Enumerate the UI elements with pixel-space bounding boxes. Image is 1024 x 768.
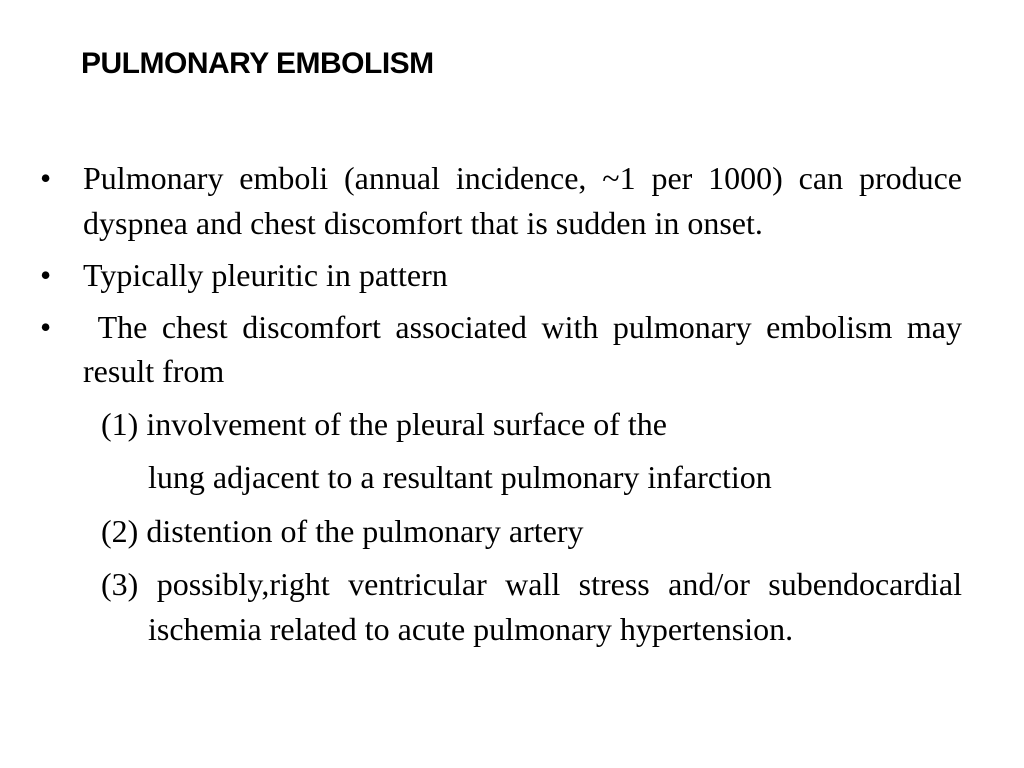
sub-item-1 xyxy=(40,402,962,500)
bullet-text: Pulmonary emboli (annual incidence, ~1 per 1000) can produce dyspnea and chest discomfort that is sudden in onset. xyxy=(83,160,962,241)
bullet-text: Typically pleuritic in pattern xyxy=(83,257,448,293)
slide-body xyxy=(40,156,971,651)
sub-item-1-line2: lung adjacent to a resultant pulmonary infarction xyxy=(148,459,772,495)
bullet-text: The chest discomfort associated with pulmonary embolism may result from xyxy=(83,308,971,389)
bullet-icon: • xyxy=(40,257,52,293)
sub-item-1-line1: (1) involvement of the pleural surface of the xyxy=(101,405,667,442)
sub-item-2-text: (2) distention of the pulmonary artery xyxy=(101,512,584,549)
bullet-icon: • xyxy=(40,308,52,345)
sub-item-2 xyxy=(40,509,962,554)
bullet-item xyxy=(40,156,962,245)
bullet-item xyxy=(40,253,962,298)
sub-item-3 xyxy=(40,562,962,651)
sub-item-3-text: (3) possibly,right ventricular wall stress and/or subendocardial ischemia related to acute pulmonary hypertension. xyxy=(101,566,962,647)
bullet-icon: • xyxy=(40,160,52,196)
slide-title: PULMONARY EMBOLISM xyxy=(81,47,434,80)
bullet-item xyxy=(40,305,971,394)
